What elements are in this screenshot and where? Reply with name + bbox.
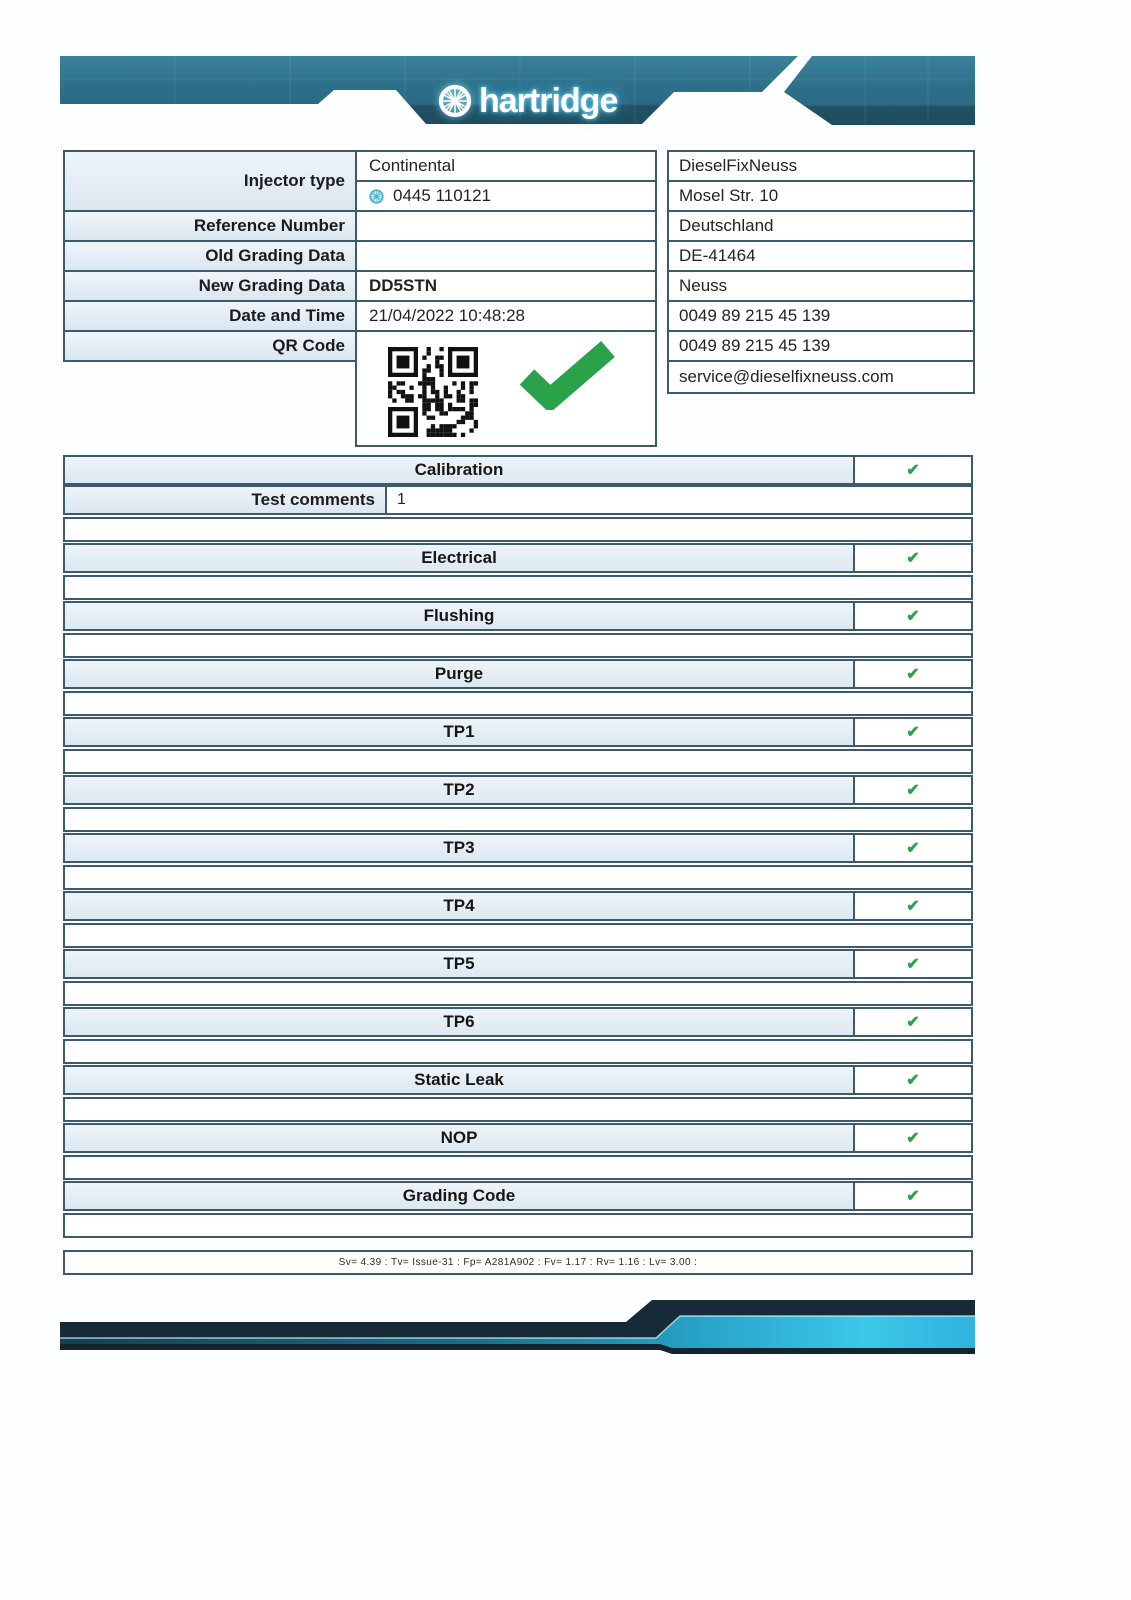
section-title: Calibration bbox=[65, 457, 853, 483]
section-pass-check-icon: ✔ bbox=[853, 719, 971, 745]
spacer-row bbox=[63, 981, 973, 1006]
workshop-row: 0049 89 215 45 139 bbox=[669, 302, 973, 332]
section-row bbox=[63, 775, 973, 805]
hartridge-wheel-icon bbox=[438, 84, 472, 118]
new-grading-label: New Grading Data bbox=[63, 270, 357, 302]
new-grading-value: DD5STN bbox=[357, 272, 655, 302]
section-title: TP5 bbox=[65, 951, 853, 977]
spacer-row bbox=[63, 923, 973, 948]
section-pass-check-icon: ✔ bbox=[853, 1009, 971, 1035]
section-title: Static Leak bbox=[65, 1067, 853, 1093]
section-title: Electrical bbox=[65, 545, 853, 571]
spacer-row bbox=[63, 749, 973, 774]
part-number-row bbox=[357, 182, 655, 212]
section-row bbox=[63, 891, 973, 921]
test-comments-label: Test comments bbox=[65, 487, 387, 513]
section-pass-check-icon: ✔ bbox=[853, 777, 971, 803]
spacer-row bbox=[63, 1097, 973, 1122]
section-pass-check-icon: ✔ bbox=[853, 457, 971, 483]
section-pass-check-icon: ✔ bbox=[853, 603, 971, 629]
test-comments-value: 1 bbox=[397, 491, 406, 508]
qr-code-label: QR Code bbox=[63, 330, 357, 362]
section-row bbox=[63, 455, 973, 485]
footer-status-text: Sv= 4.39 : Tv= Issue-31 : Fp= A281A902 : Fv= 1.17 : Rv= 1.16 : Lv= 3.00 : bbox=[338, 1257, 698, 1268]
workshop-row: Mosel Str. 10 bbox=[669, 182, 973, 212]
footer-status-box bbox=[63, 1250, 973, 1275]
spacer-row bbox=[63, 575, 973, 600]
section-title: Grading Code bbox=[65, 1183, 853, 1209]
pass-checkmark-large bbox=[517, 340, 617, 410]
section-title: TP2 bbox=[65, 777, 853, 803]
workshop-row: DE-41464 bbox=[669, 242, 973, 272]
date-time-label: Date and Time bbox=[63, 300, 357, 332]
section-pass-check-icon: ✔ bbox=[853, 545, 971, 571]
banner-shape-main bbox=[60, 56, 798, 124]
part-number-value: 0445 110121 bbox=[393, 186, 492, 205]
bottom-banner bbox=[60, 1300, 975, 1354]
workshop-row: Deutschland bbox=[669, 212, 973, 242]
spacer-row bbox=[63, 1039, 973, 1064]
spacer-row bbox=[63, 1213, 973, 1238]
section-title: NOP bbox=[65, 1125, 853, 1151]
section-row bbox=[63, 601, 973, 631]
spacer-row bbox=[63, 691, 973, 716]
workshop-row: 0049 89 215 45 139 bbox=[669, 332, 973, 362]
section-title: TP6 bbox=[65, 1009, 853, 1035]
spacer-row bbox=[63, 807, 973, 832]
section-pass-check-icon: ✔ bbox=[853, 661, 971, 687]
test-comments-row bbox=[63, 485, 973, 515]
section-pass-check-icon: ✔ bbox=[853, 1067, 971, 1093]
injector-wheel-icon bbox=[369, 189, 384, 204]
section-pass-check-icon: ✔ bbox=[853, 1125, 971, 1151]
section-pass-check-icon: ✔ bbox=[853, 951, 971, 977]
workshop-table bbox=[667, 150, 975, 394]
spacer-row bbox=[63, 865, 973, 890]
section-title: Flushing bbox=[65, 603, 853, 629]
reference-number-label: Reference Number bbox=[63, 210, 357, 242]
reference-number-value bbox=[357, 212, 655, 242]
section-row bbox=[63, 543, 973, 573]
injector-values-column bbox=[355, 150, 657, 447]
section-row bbox=[63, 1065, 973, 1095]
section-row bbox=[63, 659, 973, 689]
section-row bbox=[63, 949, 973, 979]
qr-code bbox=[388, 347, 478, 437]
section-pass-check-icon: ✔ bbox=[853, 835, 971, 861]
old-grading-value bbox=[357, 242, 655, 272]
section-row bbox=[63, 1123, 973, 1153]
section-title: TP4 bbox=[65, 893, 853, 919]
section-row bbox=[63, 1007, 973, 1037]
date-time-value: 21/04/2022 10:48:28 bbox=[357, 302, 655, 332]
workshop-row: DieselFixNeuss bbox=[669, 152, 973, 182]
section-title: Purge bbox=[65, 661, 853, 687]
workshop-row: service@dieselfixneuss.com bbox=[679, 367, 894, 386]
spacer-row bbox=[63, 633, 973, 658]
section-title: TP1 bbox=[65, 719, 853, 745]
workshop-row: Neuss bbox=[669, 272, 973, 302]
old-grading-label: Old Grading Data bbox=[63, 240, 357, 272]
brand-logo bbox=[438, 80, 617, 122]
spacer-row bbox=[63, 517, 973, 542]
manufacturer-value: Continental bbox=[357, 152, 655, 182]
banner-shape-right bbox=[784, 56, 975, 125]
spacer-row bbox=[63, 1155, 973, 1180]
section-pass-check-icon: ✔ bbox=[853, 893, 971, 919]
section-pass-check-icon: ✔ bbox=[853, 1183, 971, 1209]
section-title: TP3 bbox=[65, 835, 853, 861]
qr-check-area bbox=[357, 332, 655, 445]
section-row bbox=[63, 717, 973, 747]
section-row bbox=[63, 1181, 973, 1211]
section-row bbox=[63, 833, 973, 863]
injector-type-label: Injector type bbox=[63, 150, 357, 212]
brand-name: hartridge bbox=[479, 81, 618, 120]
